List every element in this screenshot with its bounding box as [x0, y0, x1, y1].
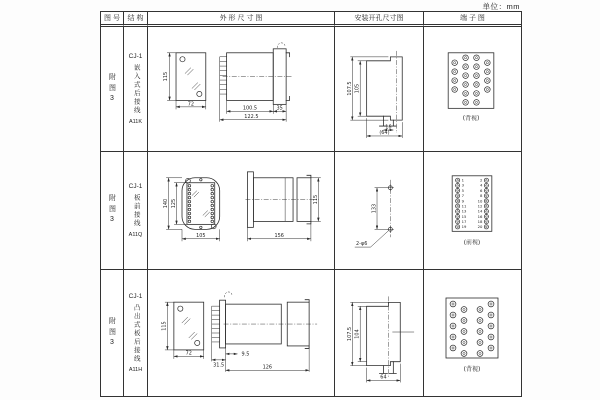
install-cell-row3 — [335, 270, 424, 396]
col-header-install: 安装开孔尺寸图 — [335, 12, 424, 27]
svg-text:1: 1 — [461, 178, 464, 183]
install-cell-row2 — [335, 152, 424, 270]
outline-cell-row2 — [148, 152, 335, 270]
svg-text:5: 5 — [461, 188, 464, 193]
svg-text:3: 3 — [461, 183, 464, 188]
model-code: A11H — [128, 367, 143, 374]
model-name: CJ-1 — [128, 183, 143, 190]
structure-cell-row3 — [124, 270, 148, 396]
figure-no-cell-row3 — [101, 270, 124, 396]
dim-height: 115 — [161, 321, 168, 331]
front-view — [163, 178, 220, 241]
dim-cutout-h1: 107.5 — [346, 81, 353, 96]
dim-width: 105 — [196, 232, 206, 239]
dim-cutout-w: (64) — [379, 130, 390, 137]
dim-depth1: 100.5 — [242, 105, 258, 112]
outline-cell-row3 — [148, 270, 335, 396]
dim-height-inner: 125 — [170, 198, 177, 209]
svg-text:19: 19 — [461, 225, 467, 230]
view-label: (背视) — [463, 366, 481, 373]
terminal-numbers — [462, 179, 483, 230]
model-code: A11Q — [128, 232, 143, 238]
dim-plate-depth: 9.5 — [241, 351, 250, 358]
terminal-drawing-a11q — [424, 152, 521, 269]
install-cell-row1 — [335, 27, 424, 152]
dim-side-height: 115 — [312, 194, 319, 205]
model-code: A11K — [128, 119, 143, 125]
figure-no-text: 附图3 — [108, 72, 116, 106]
svg-text:13: 13 — [461, 209, 467, 214]
col-header-outline: 外 形 尺 寸 图 — [148, 12, 335, 27]
side-view — [220, 43, 293, 122]
outline-drawing-a11h — [148, 270, 334, 396]
dimension-table — [100, 11, 522, 397]
install-drawing-a11q — [335, 152, 423, 269]
install-drawing-a11k — [335, 27, 423, 151]
dim-hole-spacing: 133 — [371, 203, 378, 214]
svg-text:17: 17 — [461, 219, 467, 224]
svg-text:11: 11 — [461, 204, 467, 209]
terminal-circles — [456, 178, 489, 229]
dim-cutout-h1: 107.5 — [346, 326, 353, 342]
svg-text:6: 6 — [480, 188, 483, 193]
svg-text:9: 9 — [461, 199, 464, 204]
svg-text:7: 7 — [461, 194, 464, 199]
model-name: CJ-1 — [128, 53, 143, 60]
unit-label: 单位：mm — [482, 2, 520, 11]
svg-text:10: 10 — [477, 199, 483, 204]
model-name: CJ-1 — [128, 292, 143, 300]
svg-text:2: 2 — [480, 178, 483, 183]
terminal-cell-row3 — [424, 270, 521, 396]
terminal-circles — [452, 55, 490, 105]
view-label: (背视) — [462, 115, 480, 123]
terminal-dots — [188, 184, 213, 222]
figure-no-text: 附图3 — [108, 194, 116, 227]
col-header-terminal: 端 子 图 — [424, 12, 521, 27]
terminal-drawing-a11h — [424, 270, 521, 396]
side-view — [212, 292, 317, 372]
svg-text:18: 18 — [477, 219, 483, 224]
dim-height-outer: 140 — [162, 198, 169, 209]
view-label: (前视) — [463, 239, 481, 247]
terminal-cell-row2 — [424, 152, 521, 270]
outline-drawing-a11k — [148, 27, 334, 151]
front-view — [162, 302, 204, 359]
install-drawing-a11h — [335, 270, 423, 396]
svg-text:4: 4 — [480, 183, 483, 188]
outline-drawing-a11q — [148, 152, 334, 269]
svg-text:8: 8 — [480, 194, 483, 199]
terminal-circles — [450, 301, 494, 356]
dim-height: 115 — [163, 71, 170, 82]
dim-width: 72 — [185, 350, 192, 357]
hole-callout: 2-φ6 — [356, 241, 368, 248]
structure-text: 凸出式板后接线 — [132, 303, 140, 364]
terminal-cell-row1 — [424, 27, 521, 152]
svg-text:14: 14 — [477, 209, 483, 214]
col-header-structure: 结 构 — [124, 12, 148, 27]
dim-leg-gap: 16 — [385, 124, 392, 131]
dim-width: 72 — [187, 101, 195, 108]
dim-depth: 156 — [274, 232, 284, 239]
svg-text:12: 12 — [477, 204, 483, 209]
svg-text:15: 15 — [461, 214, 467, 219]
dim-depth2: 122.5 — [244, 113, 259, 120]
structure-cell-row2 — [124, 152, 148, 270]
outline-cell-row1 — [148, 27, 335, 152]
dim-cutout-h2: 104 — [354, 329, 361, 339]
front-view — [163, 53, 206, 110]
structure-text: 板前接线 — [132, 194, 140, 228]
dim-total-depth: 126 — [262, 364, 273, 371]
dim-pin-depth: 31.5 — [213, 362, 225, 369]
figure-no-cell-row2 — [101, 152, 124, 270]
terminal-drawing-a11k — [424, 27, 521, 151]
col-header-figure: 图 号 — [101, 12, 124, 27]
dim-cutout-w: 64 — [380, 374, 387, 381]
structure-cell-row1 — [124, 27, 148, 152]
structure-text: 嵌入式后接线 — [132, 64, 140, 115]
figure-no-text: 附图3 — [108, 316, 116, 350]
side-view — [245, 172, 320, 241]
figure-no-cell-row1 — [101, 27, 124, 152]
svg-text:16: 16 — [477, 214, 483, 219]
dim-cutout-h2: 105 — [354, 83, 361, 94]
dim-flange: 35 — [276, 105, 283, 112]
svg-text:20: 20 — [477, 225, 483, 230]
